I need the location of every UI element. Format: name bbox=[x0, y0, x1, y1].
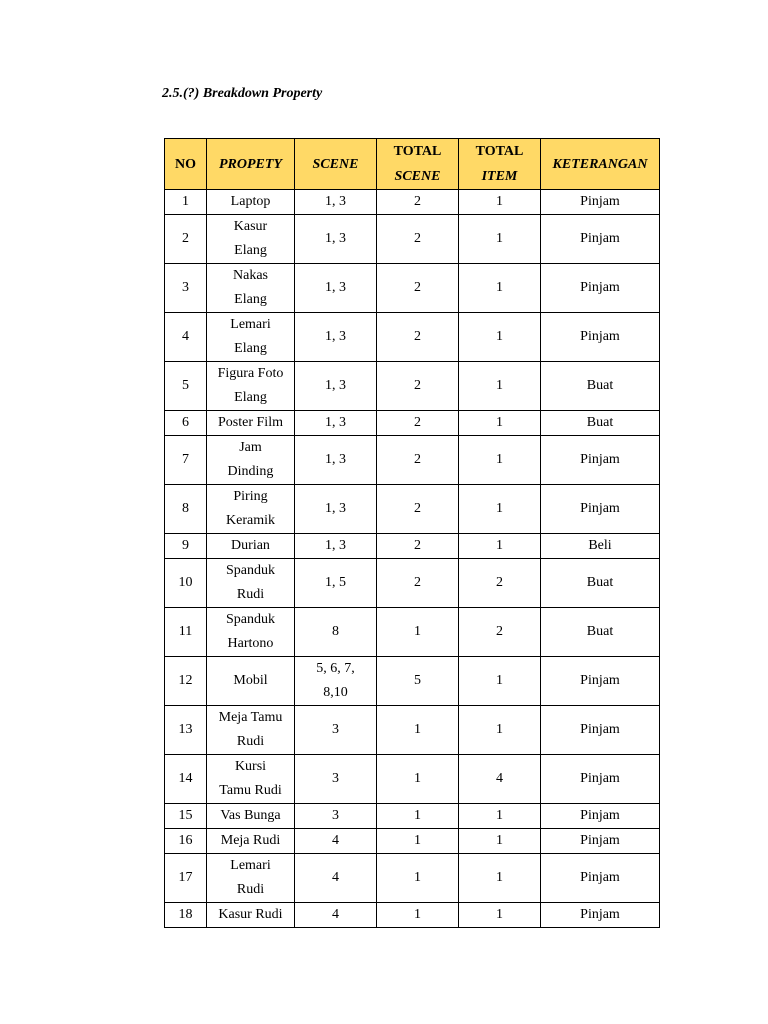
cell-total-scene: 2 bbox=[377, 485, 459, 534]
cell-total-item: 1 bbox=[459, 829, 541, 854]
cell-property bbox=[207, 559, 295, 608]
cell-property bbox=[207, 436, 295, 485]
cell-scene-line: 1, 3 bbox=[325, 329, 346, 344]
cell-property bbox=[207, 804, 295, 829]
cell-property bbox=[207, 534, 295, 559]
cell-property-line: Rudi bbox=[236, 882, 265, 897]
cell-total-scene: 2 bbox=[377, 190, 459, 215]
cell-total-scene: 1 bbox=[377, 608, 459, 657]
cell-scene bbox=[295, 657, 377, 706]
cell-no: 18 bbox=[165, 903, 207, 928]
cell-scene-line: 4 bbox=[332, 833, 339, 848]
cell-scene bbox=[295, 903, 377, 928]
cell-total-item: 1 bbox=[459, 804, 541, 829]
cell-total-item: 1 bbox=[459, 485, 541, 534]
table-row bbox=[165, 190, 660, 215]
table-row bbox=[165, 854, 660, 903]
cell-property-line: Meja Tamu bbox=[218, 710, 283, 725]
cell-total-scene: 2 bbox=[377, 411, 459, 436]
cell-property bbox=[207, 608, 295, 657]
cell-scene-line: 4 bbox=[332, 907, 339, 922]
cell-property-line: Spanduk bbox=[226, 563, 275, 578]
cell-property-line: Meja Rudi bbox=[220, 833, 281, 848]
header-keterangan: KETERANGAN bbox=[541, 139, 660, 190]
cell-scene-line: 1, 3 bbox=[325, 378, 346, 393]
cell-total-item: 1 bbox=[459, 854, 541, 903]
cell-keterangan: Buat bbox=[541, 559, 660, 608]
cell-no: 7 bbox=[165, 436, 207, 485]
cell-total-item: 1 bbox=[459, 264, 541, 313]
cell-total-item: 2 bbox=[459, 559, 541, 608]
cell-no: 16 bbox=[165, 829, 207, 854]
header-total-item-line1: TOTAL bbox=[475, 144, 524, 159]
cell-property-line: Nakas bbox=[233, 268, 268, 283]
cell-scene-line: 1, 3 bbox=[325, 280, 346, 295]
cell-scene bbox=[295, 534, 377, 559]
cell-property-line: Spanduk bbox=[226, 612, 275, 627]
cell-property-line: Elang bbox=[234, 390, 267, 405]
cell-no: 9 bbox=[165, 534, 207, 559]
cell-total-scene: 2 bbox=[377, 559, 459, 608]
cell-property-line: Dinding bbox=[227, 464, 274, 479]
cell-scene bbox=[295, 313, 377, 362]
table-row bbox=[165, 804, 660, 829]
cell-keterangan: Beli bbox=[541, 534, 660, 559]
header-total-scene-line2: SCENE bbox=[394, 169, 441, 184]
cell-scene-line: 3 bbox=[332, 722, 339, 737]
table-row bbox=[165, 436, 660, 485]
cell-no: 1 bbox=[165, 190, 207, 215]
cell-scene-line: 8 bbox=[332, 624, 339, 639]
cell-keterangan: Pinjam bbox=[541, 903, 660, 928]
cell-keterangan: Buat bbox=[541, 608, 660, 657]
cell-scene bbox=[295, 829, 377, 854]
cell-total-item: 1 bbox=[459, 903, 541, 928]
cell-keterangan: Pinjam bbox=[541, 706, 660, 755]
header-total-scene-line1: TOTAL bbox=[393, 144, 442, 159]
cell-total-item: 1 bbox=[459, 362, 541, 411]
cell-property bbox=[207, 411, 295, 436]
cell-keterangan: Pinjam bbox=[541, 804, 660, 829]
table-row bbox=[165, 657, 660, 706]
cell-scene bbox=[295, 608, 377, 657]
cell-scene-line: 1, 3 bbox=[325, 415, 346, 430]
cell-total-scene: 1 bbox=[377, 804, 459, 829]
cell-property-line: Lemari bbox=[230, 858, 271, 873]
table-row bbox=[165, 559, 660, 608]
cell-total-scene: 1 bbox=[377, 829, 459, 854]
cell-property-line: Kasur bbox=[233, 219, 268, 234]
cell-keterangan: Buat bbox=[541, 362, 660, 411]
cell-property-line: Hartono bbox=[227, 636, 274, 651]
table-row bbox=[165, 215, 660, 264]
cell-scene-line: 4 bbox=[332, 870, 339, 885]
cell-keterangan: Buat bbox=[541, 411, 660, 436]
table-row bbox=[165, 534, 660, 559]
cell-scene bbox=[295, 411, 377, 436]
cell-total-scene: 2 bbox=[377, 313, 459, 362]
cell-property-line: Jam bbox=[239, 440, 262, 455]
cell-keterangan: Pinjam bbox=[541, 755, 660, 804]
cell-property bbox=[207, 829, 295, 854]
table-row bbox=[165, 411, 660, 436]
header-total-item-line2: ITEM bbox=[481, 169, 518, 184]
property-breakdown-table bbox=[164, 138, 660, 928]
cell-no: 6 bbox=[165, 411, 207, 436]
header-no: NO bbox=[165, 139, 207, 190]
cell-scene-line: 1, 3 bbox=[325, 452, 346, 467]
cell-property bbox=[207, 264, 295, 313]
cell-property-line: Kasur Rudi bbox=[218, 907, 283, 922]
cell-keterangan: Pinjam bbox=[541, 264, 660, 313]
cell-total-item: 1 bbox=[459, 190, 541, 215]
cell-scene-line: 8,10 bbox=[323, 685, 348, 700]
header-property: PROPETY bbox=[207, 139, 295, 190]
cell-scene bbox=[295, 436, 377, 485]
cell-scene-line: 1, 5 bbox=[325, 575, 346, 590]
cell-property bbox=[207, 190, 295, 215]
cell-property-line: Rudi bbox=[236, 734, 265, 749]
cell-no: 4 bbox=[165, 313, 207, 362]
cell-no: 10 bbox=[165, 559, 207, 608]
cell-property-line: Kursi bbox=[234, 759, 267, 774]
cell-total-scene: 5 bbox=[377, 657, 459, 706]
table-row bbox=[165, 608, 660, 657]
cell-property-line: Laptop bbox=[230, 194, 271, 209]
header-scene: SCENE bbox=[295, 139, 377, 190]
cell-scene-line: 3 bbox=[332, 771, 339, 786]
table-header-row bbox=[165, 139, 660, 190]
cell-keterangan: Pinjam bbox=[541, 485, 660, 534]
cell-total-scene: 2 bbox=[377, 534, 459, 559]
cell-property-line: Tamu Rudi bbox=[219, 783, 282, 798]
table-body bbox=[165, 190, 660, 928]
section-title: 2.5.(?) Breakdown Property bbox=[162, 86, 323, 101]
cell-total-item: 1 bbox=[459, 706, 541, 755]
cell-property bbox=[207, 215, 295, 264]
cell-scene bbox=[295, 706, 377, 755]
cell-property-line: Piring bbox=[233, 489, 268, 504]
cell-no: 12 bbox=[165, 657, 207, 706]
cell-property-line: Vas Bunga bbox=[220, 808, 281, 823]
cell-keterangan: Pinjam bbox=[541, 657, 660, 706]
cell-total-item: 1 bbox=[459, 215, 541, 264]
cell-property-line: Elang bbox=[234, 341, 267, 356]
cell-property bbox=[207, 854, 295, 903]
cell-keterangan: Pinjam bbox=[541, 313, 660, 362]
cell-scene bbox=[295, 854, 377, 903]
cell-total-scene: 1 bbox=[377, 903, 459, 928]
cell-no: 14 bbox=[165, 755, 207, 804]
cell-scene bbox=[295, 804, 377, 829]
cell-scene-line: 5, 6, 7, bbox=[316, 661, 355, 676]
cell-no: 3 bbox=[165, 264, 207, 313]
cell-no: 15 bbox=[165, 804, 207, 829]
cell-total-item: 1 bbox=[459, 436, 541, 485]
cell-property-line: Elang bbox=[234, 243, 267, 258]
table-row bbox=[165, 264, 660, 313]
cell-property-line: Lemari bbox=[230, 317, 271, 332]
cell-property bbox=[207, 755, 295, 804]
cell-scene bbox=[295, 755, 377, 804]
table-row bbox=[165, 706, 660, 755]
cell-scene-line: 1, 3 bbox=[325, 194, 346, 209]
cell-property-line: Figura Foto bbox=[217, 366, 284, 381]
cell-total-item: 1 bbox=[459, 534, 541, 559]
cell-scene-line: 3 bbox=[332, 808, 339, 823]
table-row bbox=[165, 755, 660, 804]
cell-scene-line: 1, 3 bbox=[325, 231, 346, 246]
cell-no: 17 bbox=[165, 854, 207, 903]
table-row bbox=[165, 485, 660, 534]
cell-property-line: Durian bbox=[231, 538, 270, 553]
cell-property-line: Poster Film bbox=[218, 415, 283, 430]
cell-total-item: 1 bbox=[459, 657, 541, 706]
cell-property bbox=[207, 485, 295, 534]
cell-no: 5 bbox=[165, 362, 207, 411]
cell-property-line: Elang bbox=[234, 292, 267, 307]
cell-total-scene: 1 bbox=[377, 854, 459, 903]
cell-property bbox=[207, 657, 295, 706]
cell-property-line: Mobil bbox=[233, 673, 268, 688]
cell-scene bbox=[295, 264, 377, 313]
table-row bbox=[165, 903, 660, 928]
cell-scene-line: 1, 3 bbox=[325, 538, 346, 553]
cell-total-scene: 2 bbox=[377, 362, 459, 411]
header-total-item bbox=[459, 139, 541, 190]
cell-property bbox=[207, 362, 295, 411]
cell-keterangan: Pinjam bbox=[541, 436, 660, 485]
cell-keterangan: Pinjam bbox=[541, 854, 660, 903]
cell-property bbox=[207, 313, 295, 362]
cell-scene bbox=[295, 485, 377, 534]
cell-keterangan: Pinjam bbox=[541, 215, 660, 264]
cell-no: 8 bbox=[165, 485, 207, 534]
cell-no: 11 bbox=[165, 608, 207, 657]
cell-scene bbox=[295, 559, 377, 608]
table-row bbox=[165, 362, 660, 411]
cell-total-scene: 2 bbox=[377, 264, 459, 313]
cell-property bbox=[207, 706, 295, 755]
cell-property-line: Keramik bbox=[226, 513, 275, 528]
cell-total-item: 1 bbox=[459, 411, 541, 436]
cell-property bbox=[207, 903, 295, 928]
cell-property-line: Rudi bbox=[236, 587, 265, 602]
cell-keterangan: Pinjam bbox=[541, 829, 660, 854]
table-row bbox=[165, 829, 660, 854]
cell-total-scene: 1 bbox=[377, 755, 459, 804]
cell-no: 2 bbox=[165, 215, 207, 264]
cell-scene bbox=[295, 362, 377, 411]
cell-total-item: 4 bbox=[459, 755, 541, 804]
cell-scene-line: 1, 3 bbox=[325, 501, 346, 516]
cell-keterangan: Pinjam bbox=[541, 190, 660, 215]
cell-total-item: 2 bbox=[459, 608, 541, 657]
cell-scene bbox=[295, 190, 377, 215]
cell-total-scene: 2 bbox=[377, 215, 459, 264]
cell-total-item: 1 bbox=[459, 313, 541, 362]
cell-total-scene: 2 bbox=[377, 436, 459, 485]
cell-scene bbox=[295, 215, 377, 264]
cell-no: 13 bbox=[165, 706, 207, 755]
table-row bbox=[165, 313, 660, 362]
cell-total-scene: 1 bbox=[377, 706, 459, 755]
header-total-scene bbox=[377, 139, 459, 190]
